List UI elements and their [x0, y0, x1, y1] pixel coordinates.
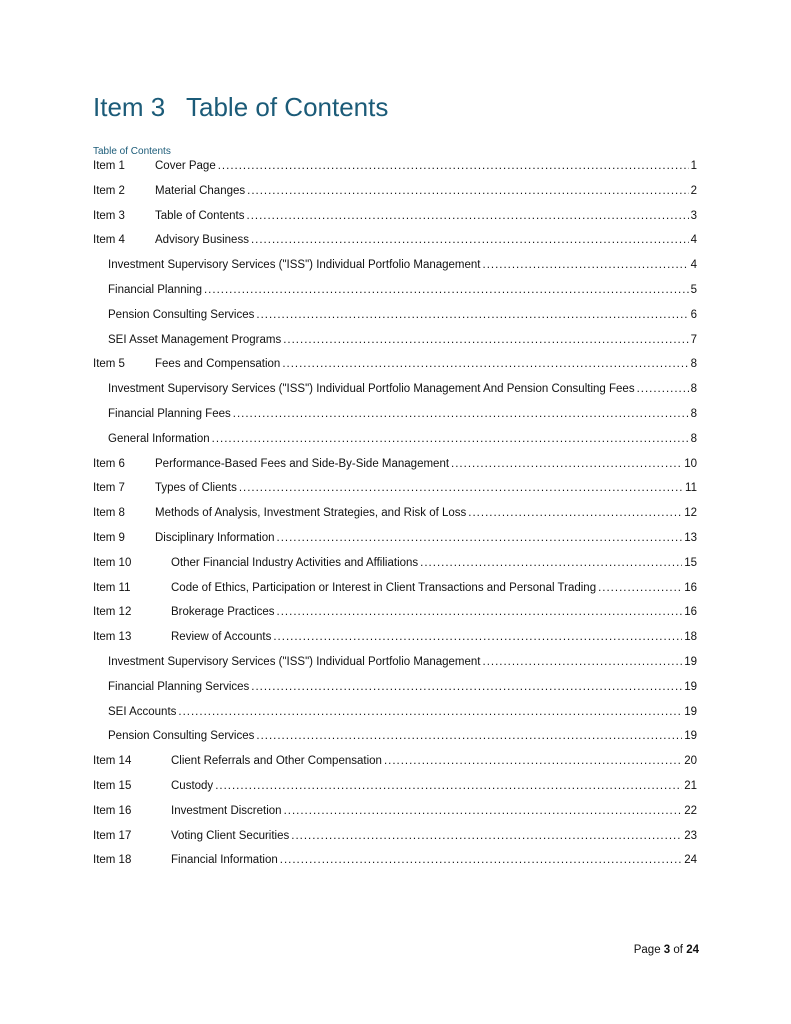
- footer-current-page: 3: [663, 944, 671, 956]
- toc-leader-dots: [282, 358, 688, 370]
- toc-leader-dots: [212, 433, 689, 445]
- toc-entry[interactable]: [93, 259, 697, 284]
- page-footer: [634, 944, 699, 956]
- toc-leader-dots: [251, 234, 689, 246]
- toc-item-number: Item 10: [93, 556, 132, 569]
- toc-entry-title: Investment Supervisory Services ("ISS") Individual Portfolio Management: [108, 259, 481, 272]
- toc-entry-title: Advisory Business: [155, 234, 249, 247]
- toc-page-number: 5: [690, 283, 697, 296]
- toc-entry[interactable]: [93, 210, 697, 235]
- toc-entry-title: Financial Planning: [108, 283, 202, 296]
- toc-item-number: Item 5: [93, 358, 125, 371]
- toc-entry[interactable]: [93, 408, 697, 433]
- toc-leader-dots: [215, 780, 682, 792]
- toc-entry-title: Pension Consulting Services: [108, 308, 255, 321]
- toc-leader-dots: [251, 681, 682, 693]
- toc-page-number: 1: [690, 160, 697, 172]
- toc-leader-dots: [637, 383, 689, 395]
- toc-label: Table of Contents: [93, 146, 171, 157]
- toc-entry[interactable]: [93, 507, 697, 532]
- toc-entry[interactable]: [93, 854, 697, 879]
- toc-leader-dots: [204, 284, 689, 296]
- toc-leader-dots: [256, 730, 682, 742]
- toc-entry-title: Investment Discretion: [171, 804, 282, 817]
- toc-item-number: Item 14: [93, 755, 132, 768]
- toc-entry[interactable]: [93, 185, 697, 210]
- toc-leader-dots: [277, 606, 683, 618]
- toc-entry[interactable]: [93, 309, 697, 334]
- toc-leader-dots: [483, 259, 689, 271]
- toc-entry-title: Custody: [171, 779, 214, 792]
- toc-item-number: Item 13: [93, 631, 132, 644]
- toc-leader-dots: [280, 854, 682, 866]
- toc-entry[interactable]: [93, 532, 697, 557]
- toc-page-number: 22: [684, 804, 697, 817]
- toc-leader-dots: [239, 482, 683, 494]
- toc-page-number: 8: [690, 383, 697, 396]
- toc-page-number: 10: [684, 457, 697, 470]
- toc-entry-title: Other Financial Industry Activities and Affiliations: [171, 556, 419, 569]
- toc-page-number: 7: [690, 333, 697, 346]
- toc-page-number: 19: [684, 680, 697, 693]
- toc-page-number: 8: [690, 407, 697, 420]
- toc-leader-dots: [483, 656, 683, 668]
- toc-leader-dots: [384, 755, 682, 767]
- toc-page-number: 3: [690, 209, 697, 222]
- toc-page-number: 4: [690, 259, 697, 272]
- toc-item-number: Item 4: [93, 234, 125, 247]
- toc-page-number: 6: [690, 308, 697, 321]
- toc-item-number: Item 6: [93, 457, 125, 470]
- toc-entry[interactable]: [93, 557, 697, 582]
- toc-entry-title: Financial Planning Services: [108, 680, 250, 693]
- toc-entry[interactable]: [93, 830, 697, 855]
- toc-entry-title: Disciplinary Information: [155, 531, 275, 544]
- toc-entry-title: Review of Accounts: [171, 631, 272, 644]
- toc-item-number: Item 2: [93, 184, 125, 197]
- toc-page-number: 19: [684, 655, 697, 668]
- toc-entry[interactable]: [93, 805, 697, 830]
- toc-page-number: 13: [684, 531, 697, 544]
- toc-entry-title: Performance-Based Fees and Side-By-Side Management: [155, 457, 450, 470]
- toc-entry-title: SEI Asset Management Programs: [108, 333, 282, 346]
- toc-page-number: 24: [684, 854, 697, 867]
- toc-item-number: Item 11: [93, 581, 131, 594]
- toc-page-number: 18: [684, 631, 697, 644]
- toc-page-number: 8: [690, 432, 697, 445]
- table-of-contents: [93, 160, 697, 879]
- toc-item-number: Item 12: [93, 606, 132, 619]
- heading-number: Item 3: [93, 92, 166, 122]
- toc-leader-dots: [247, 185, 688, 197]
- footer-total-pages: 24: [686, 944, 699, 956]
- heading-title: Table of Contents: [186, 92, 389, 122]
- toc-item-number: Item 7: [93, 482, 125, 495]
- toc-item-number: Item 18: [93, 854, 132, 867]
- toc-leader-dots: [218, 160, 689, 172]
- toc-entry-title: Investment Supervisory Services ("ISS") Individual Portfolio Management And Pension Consulting Fees: [108, 383, 635, 396]
- toc-entry[interactable]: [93, 358, 697, 383]
- toc-entry[interactable]: [93, 656, 697, 681]
- toc-page-number: 16: [684, 581, 697, 594]
- toc-entry-title: Voting Client Securities: [171, 829, 290, 842]
- toc-item-number: Item 8: [93, 507, 125, 520]
- toc-item-number: Item 17: [93, 829, 132, 842]
- toc-page-number: 4: [690, 234, 697, 247]
- toc-entry[interactable]: [93, 730, 697, 755]
- toc-leader-dots: [598, 582, 682, 594]
- toc-page-number: 21: [684, 779, 697, 792]
- toc-entry[interactable]: [93, 383, 697, 408]
- toc-leader-dots: [283, 334, 688, 346]
- toc-entry-title: Code of Ethics, Participation or Interest in Client Transactions and Personal Trading: [171, 581, 597, 594]
- toc-entry-title: Types of Clients: [155, 482, 237, 495]
- toc-entry-title: Fees and Compensation: [155, 358, 281, 371]
- toc-item-number: Item 3: [93, 209, 125, 222]
- toc-entry[interactable]: [93, 234, 697, 259]
- toc-leader-dots: [468, 507, 682, 519]
- toc-leader-dots: [178, 706, 682, 718]
- toc-leader-dots: [284, 805, 683, 817]
- toc-entry-title: Financial Planning Fees: [108, 407, 231, 420]
- toc-entry[interactable]: [93, 433, 697, 458]
- toc-leader-dots: [451, 458, 682, 470]
- toc-page-number: 19: [684, 730, 697, 743]
- toc-page-number: 23: [684, 829, 697, 842]
- toc-entry-title: Cover Page: [155, 160, 216, 172]
- toc-entry-title: Table of Contents: [155, 209, 245, 222]
- footer-of: of: [673, 944, 683, 956]
- toc-leader-dots: [277, 532, 683, 544]
- toc-entry-title: Brokerage Practices: [171, 606, 275, 619]
- toc-entry[interactable]: [93, 681, 697, 706]
- toc-leader-dots: [247, 210, 689, 222]
- toc-page-number: 20: [684, 755, 697, 768]
- toc-page-number: 11: [685, 482, 697, 495]
- toc-entry[interactable]: [93, 606, 697, 631]
- toc-entry-title: Methods of Analysis, Investment Strategies, and Risk of Loss: [155, 507, 467, 520]
- toc-entry-title: General Information: [108, 432, 210, 445]
- toc-leader-dots: [273, 631, 682, 643]
- toc-leader-dots: [256, 309, 688, 321]
- toc-item-number: Item 16: [93, 804, 132, 817]
- toc-entry[interactable]: [93, 458, 697, 483]
- toc-item-number: Item 1: [93, 160, 125, 172]
- toc-page-number: 8: [690, 358, 697, 371]
- toc-entry[interactable]: [93, 631, 697, 656]
- toc-item-number: Item 15: [93, 779, 132, 792]
- toc-page-number: 2: [690, 184, 697, 197]
- page-heading: [93, 92, 388, 123]
- toc-page-number: 19: [684, 705, 697, 718]
- toc-page-number: 16: [684, 606, 697, 619]
- toc-leader-dots: [291, 830, 682, 842]
- toc-entry[interactable]: [93, 582, 697, 607]
- toc-entry-title: SEI Accounts: [108, 705, 177, 718]
- toc-entry[interactable]: [93, 780, 697, 805]
- toc-entry[interactable]: [93, 334, 697, 359]
- toc-entry-title: Material Changes: [155, 184, 246, 197]
- toc-leader-dots: [233, 408, 689, 420]
- toc-entry-title: Financial Information: [171, 854, 278, 867]
- toc-page-number: 15: [684, 556, 697, 569]
- toc-entry[interactable]: [93, 284, 697, 309]
- toc-entry[interactable]: [93, 755, 697, 780]
- toc-entry[interactable]: [93, 160, 697, 185]
- footer-prefix: Page: [633, 944, 661, 956]
- toc-entry[interactable]: [93, 482, 697, 507]
- toc-entry[interactable]: [93, 706, 697, 731]
- toc-leader-dots: [420, 557, 682, 569]
- toc-page-number: 12: [684, 507, 697, 520]
- toc-entry-title: Pension Consulting Services: [108, 730, 255, 743]
- toc-entry-title: Investment Supervisory Services ("ISS") Individual Portfolio Management: [108, 655, 481, 668]
- toc-item-number: Item 9: [93, 531, 125, 544]
- toc-entry-title: Client Referrals and Other Compensation: [171, 755, 382, 768]
